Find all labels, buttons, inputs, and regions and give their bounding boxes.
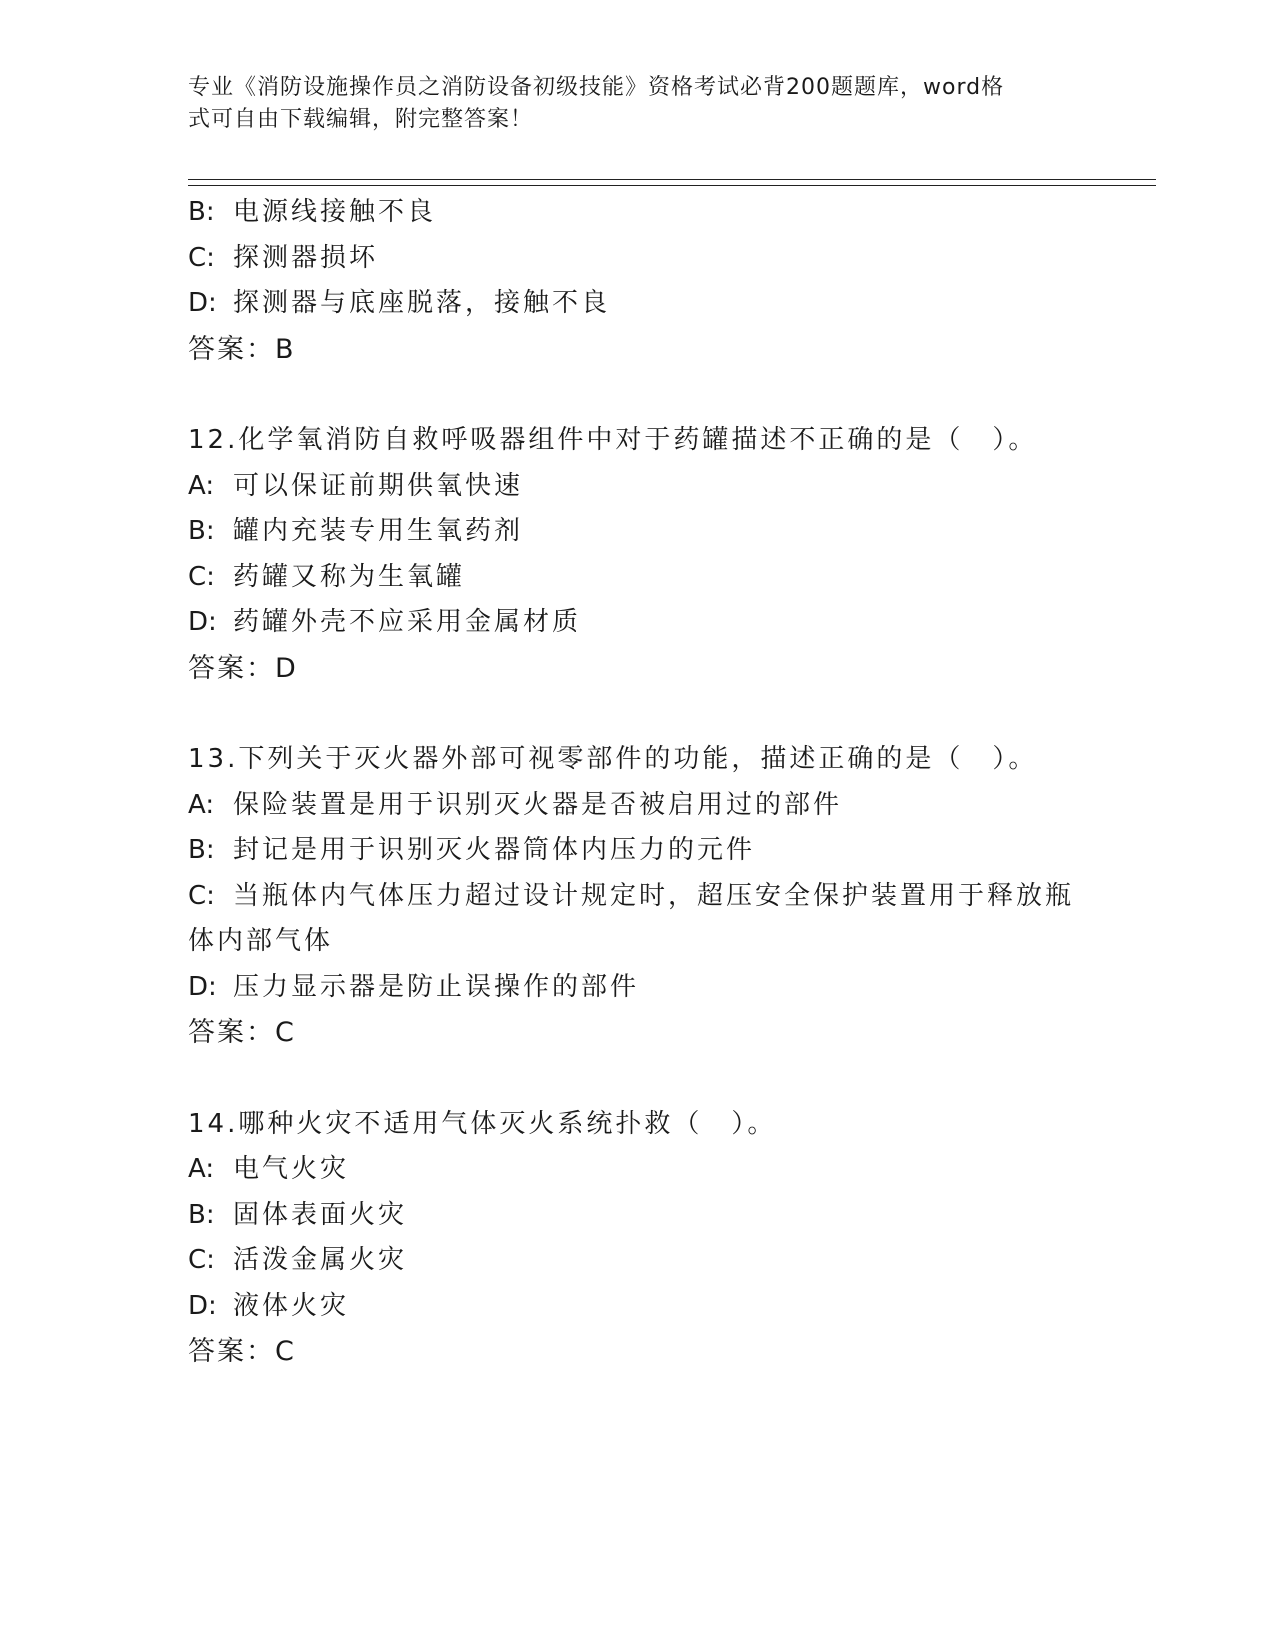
answer-line: 答案：C [188,1017,296,1048]
option-letter: C: [188,1245,215,1275]
option-text: 罐内充装专用生氧药剂 [233,516,524,546]
answer-line: 答案：B [188,333,296,365]
answer-line: 答案：C [188,1336,296,1367]
question-list [188,190,1088,1375]
header-line-2: 式可自由下载编辑，附完整答案！ [188,107,534,132]
option-letter: B: [188,197,215,227]
option-d [188,281,1088,327]
option-letter: B: [188,835,215,865]
option-c-continuation: 体内部气体 [188,926,334,956]
option-text: 探测器损坏 [233,242,379,273]
option-text: 活泼金属火灾 [233,1245,408,1275]
question-stem: 14.哪种火灾不适用气体灭火系统扑救（ ）。 [188,1108,777,1139]
answer-line: 答案：D [188,652,298,684]
option-letter: D: [188,971,217,1002]
option-c [188,236,1088,282]
option-letter: C: [188,561,215,592]
option-d [188,600,1088,646]
option-text: 压力显示器是防止误操作的部件 [233,971,640,1002]
option-c [188,1238,1088,1284]
question-stem: 13.下列关于灭火器外部可视零部件的功能，描述正确的是（ ）。 [188,744,1038,774]
spacer [188,691,1088,737]
question-stem: 12.化学氧消防自救呼吸器组件中对于药罐描述不正确的是（ ）。 [188,425,1038,455]
option-letter: A: [188,1154,215,1184]
document-header [188,72,1068,136]
option-a [188,1147,1088,1193]
option-letter: D: [188,607,217,637]
spacer [188,372,1088,418]
option-b [188,828,1088,874]
option-c [188,874,1088,920]
option-d [188,965,1088,1011]
option-c [188,555,1088,601]
option-text: 保险装置是用于识别灭火器是否被启用过的部件 [233,789,843,820]
option-b [188,190,1088,236]
option-letter: D: [188,1290,217,1321]
option-a [188,783,1088,829]
question-12 [188,418,1088,691]
option-letter: D: [188,288,217,318]
option-a [188,464,1088,510]
option-text: 封记是用于识别灭火器筒体内压力的元件 [233,835,756,865]
header-line-1: 专业《消防设施操作员之消防设备初级技能》资格考试必背200题题库，word格 [188,75,1005,100]
option-text: 液体火灾 [233,1290,350,1321]
option-letter: C: [188,880,215,911]
option-text: 药罐又称为生氧罐 [233,561,466,592]
carryover-block [188,190,1088,372]
option-b [188,509,1088,555]
option-text: 固体表面火灾 [233,1199,408,1230]
option-text: 可以保证前期供氧快速 [233,470,524,501]
option-d [188,1284,1088,1330]
option-letter: B: [188,1199,215,1230]
option-text: 当瓶体内气体压力超过设计规定时，超压安全保护装置用于释放瓶 [233,880,1075,911]
spacer [188,1056,1088,1102]
option-text: 探测器与底座脱落，接触不良 [233,288,611,318]
question-13 [188,737,1088,1056]
question-14 [188,1102,1088,1375]
option-text: 药罐外壳不应采用金属材质 [233,607,582,637]
option-letter: A: [188,789,215,820]
header-divider-top [188,179,1156,180]
option-letter: B: [188,516,215,546]
option-text: 电源线接触不良 [233,197,437,227]
option-text: 电气火灾 [233,1154,350,1184]
option-b [188,1193,1088,1239]
option-letter: C: [188,242,215,273]
header-divider-bottom [188,185,1156,186]
option-letter: A: [188,470,215,501]
